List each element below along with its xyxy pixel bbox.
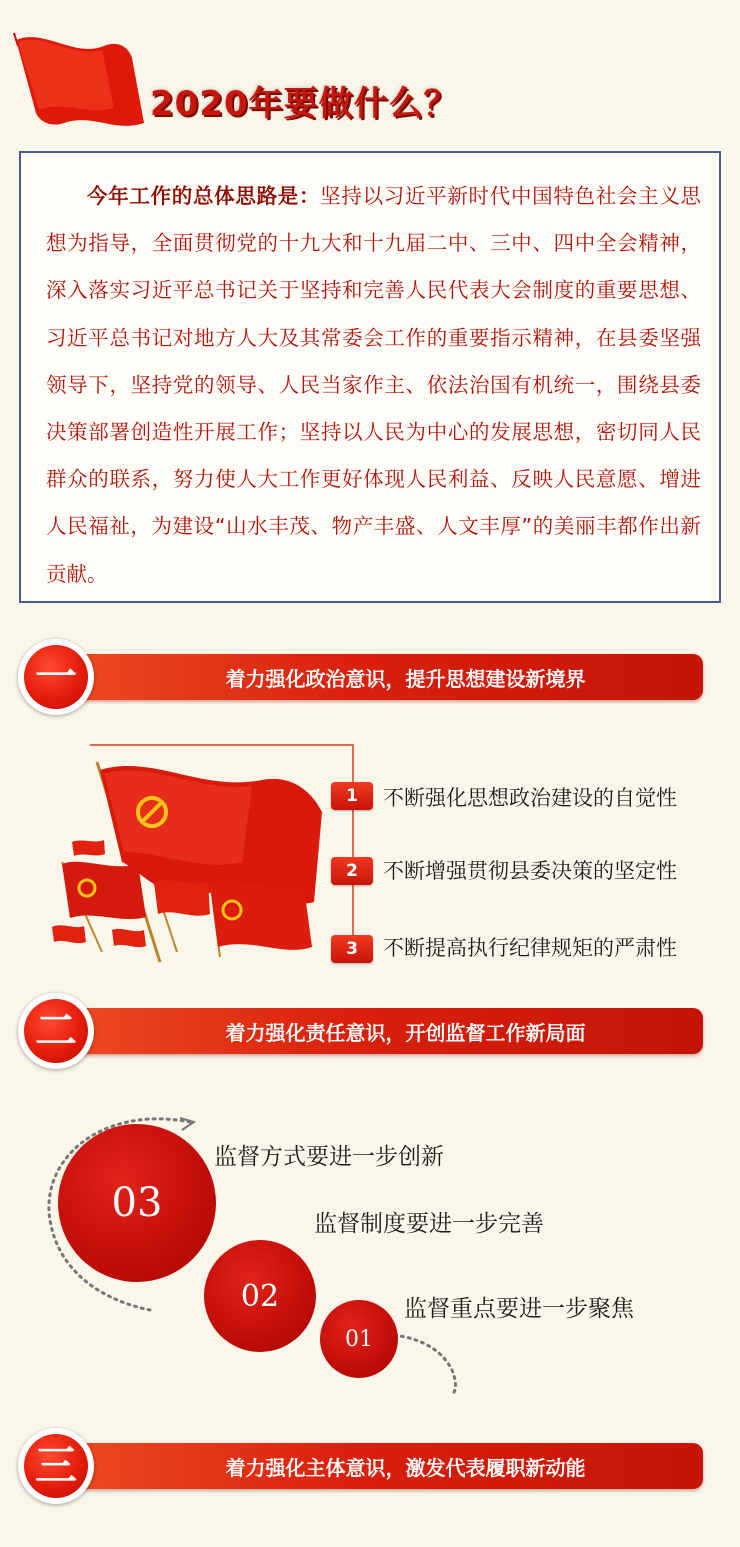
section-2-badge [18,993,94,1069]
intro-body: 坚持以习近平新时代中国特色社会主义思想为指导，全面贯彻党的十九大和十九届二中、三中、四中全会精神，深入落实习近平总书记关于坚持和完善人民代表大会制度的重要思想、习近平总书记对地方人大及其常委会工作的重要指示精神，在县委坚强领导下，坚持党的领导、人民当家作主、依法治国有机统一，围绕县委决策部署创造性开展工作；坚持以人民为中心的发展思想，密切同人民群众的联系，努力使人大工作更好体现人民利益、反映人民意愿、增进人民福祉，为建设“山水丰茂、物产丰盛、人文丰厚”的美丽丰都作出新贡献。 [46,184,702,586]
list-number-badge: 3 [331,935,373,963]
list-bracket-side [352,744,354,949]
intro-box [19,151,721,603]
section-3-numeral: 三 [24,1434,88,1498]
section-1-numeral: 一 [24,645,88,709]
list-item-text: 不断提高执行纪律规矩的严肃性 [383,936,677,960]
red-flag-decoration [4,28,154,128]
section-2-numeral: 二 [24,999,88,1063]
section-1-title-bar [68,654,703,700]
section-3-title-bar [68,1443,703,1489]
step-text: 监督制度要进一步完善 [314,1211,544,1237]
step-circle-02: 02 [204,1240,316,1352]
list-item-text: 不断增强贯彻县委决策的坚定性 [383,859,677,883]
list-bracket-top [90,744,354,746]
list-item-text: 不断强化思想政治建设的自觉性 [383,786,677,810]
section-2-title: 着力强化责任意识，开创监督工作新局面 [225,1020,586,1045]
section-3-badge [18,1428,94,1504]
intro-lead: 今年工作的总体思路是： [87,184,321,208]
step-text: 监督方式要进一步创新 [214,1144,444,1170]
party-flags-illustration [42,752,342,972]
section-3-title: 着力强化主体意识，激发代表履职新动能 [225,1455,586,1480]
step-circle-01: 01 [320,1300,398,1378]
step-circle-03: 03 [58,1124,216,1282]
page-title: 2020年要做什么？ [150,84,459,124]
intro-paragraph [46,173,701,598]
list-number-badge: 2 [331,857,373,885]
section-1-title: 着力强化政治意识，提升思想建设新境界 [225,666,586,691]
section-2-title-bar [68,1008,703,1054]
section-1-badge [18,639,94,715]
step-text: 监督重点要进一步聚焦 [404,1296,634,1322]
list-number-badge: 1 [331,782,373,810]
